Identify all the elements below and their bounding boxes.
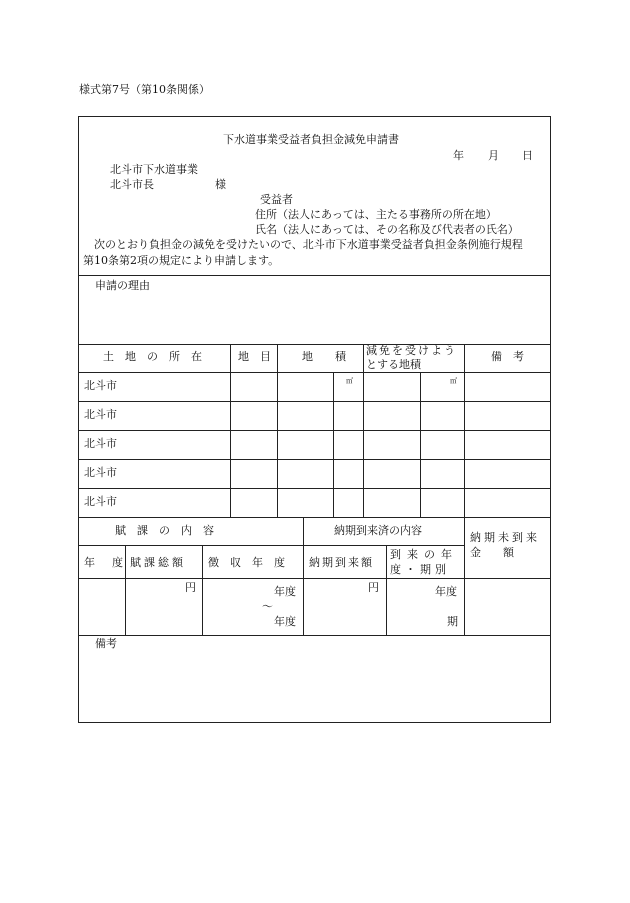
remarks-header: 備 考 <box>491 350 524 363</box>
divider <box>79 545 464 546</box>
divider <box>79 372 550 373</box>
land-row-location: 北斗市 <box>84 495 117 508</box>
remarks-label: 備考 <box>95 637 117 650</box>
divider <box>79 635 550 636</box>
reason-label: 申請の理由 <box>95 279 150 292</box>
area-header: 地 積 <box>302 350 346 363</box>
addressee-honorific: 様 <box>215 178 226 191</box>
due-period-header-line1: 到来の年 <box>390 548 458 561</box>
due-period-term: 期 <box>447 615 458 628</box>
form-number: 様式第7号（第10条関係） <box>79 83 210 96</box>
land-row-location: 北斗市 <box>84 408 117 421</box>
date-month-label: 月 <box>488 149 499 162</box>
exempt-area-header-line1: 減免を受けよう <box>366 344 457 357</box>
due-period-year: 年度 <box>435 585 457 598</box>
divider <box>79 578 550 579</box>
year-header: 年 度 <box>84 556 126 569</box>
land-row-location: 北斗市 <box>84 466 117 479</box>
land-row-location: 北斗市 <box>84 379 117 392</box>
collection-range-tilde: ～ <box>262 600 273 613</box>
due-amount-yen-unit: 円 <box>368 581 379 594</box>
addressee-line1: 北斗市下水道事業 <box>110 163 198 176</box>
land-row-location: 北斗市 <box>84 437 117 450</box>
divider <box>386 545 387 635</box>
divider <box>420 372 421 517</box>
divider <box>79 344 550 345</box>
applicant-name: 氏名（法人にあっては、その名称及び代表者の氏名） <box>255 223 519 236</box>
location-header: 土 地 の 所 在 <box>103 350 202 363</box>
divider <box>464 344 465 517</box>
total-assessed-header: 賦課総額 <box>130 556 186 569</box>
total-yen-unit: 円 <box>185 581 196 594</box>
divider <box>79 488 550 489</box>
due-amount-header: 納期到来額 <box>309 556 374 569</box>
divider <box>79 401 550 402</box>
divider <box>464 517 465 635</box>
unpaid-amount-header-line1: 納期未到来 <box>470 531 540 544</box>
divider <box>333 372 334 517</box>
collection-start-year: 年度 <box>274 585 296 598</box>
statement-line1: 次のとおり負担金の減免を受けたいので、北斗市下水道事業受益者負担金条例施行規程 <box>94 238 523 251</box>
due-period-header-line2: 度・期別 <box>390 563 450 576</box>
exempt-area-header-line2: とする地積 <box>366 358 421 371</box>
divider <box>79 459 550 460</box>
collection-end-year: 年度 <box>274 615 296 628</box>
divider <box>79 517 550 518</box>
area-unit: ㎡ <box>450 377 457 385</box>
divider <box>363 344 364 517</box>
applicant-address: 住所（法人にあっては、主たる事務所の所在地） <box>255 208 497 221</box>
statement-line2: 第10条第2項の規定により申請します。 <box>83 254 280 267</box>
collection-years-header: 徴 収 年 度 <box>208 556 285 569</box>
form-title: 下水道事業受益者負担金減免申請書 <box>223 133 399 146</box>
divider <box>79 275 550 276</box>
date-year-label: 年 <box>453 149 464 162</box>
land-category-header: 地 目 <box>238 350 271 363</box>
divider <box>202 545 203 635</box>
divider <box>277 344 278 517</box>
applicant-label: 受益者 <box>260 193 293 206</box>
paid-group-header: 納期到来済の内容 <box>334 524 422 537</box>
date-day-label: 日 <box>522 149 533 162</box>
divider <box>303 517 304 635</box>
divider <box>79 430 550 431</box>
area-unit: ㎡ <box>346 377 353 385</box>
assessment-group-header: 賦 課 の 内 容 <box>115 524 214 537</box>
divider <box>230 344 231 517</box>
addressee-name: 北斗市長 <box>110 178 154 191</box>
unpaid-amount-header-line2: 金 額 <box>470 546 514 559</box>
